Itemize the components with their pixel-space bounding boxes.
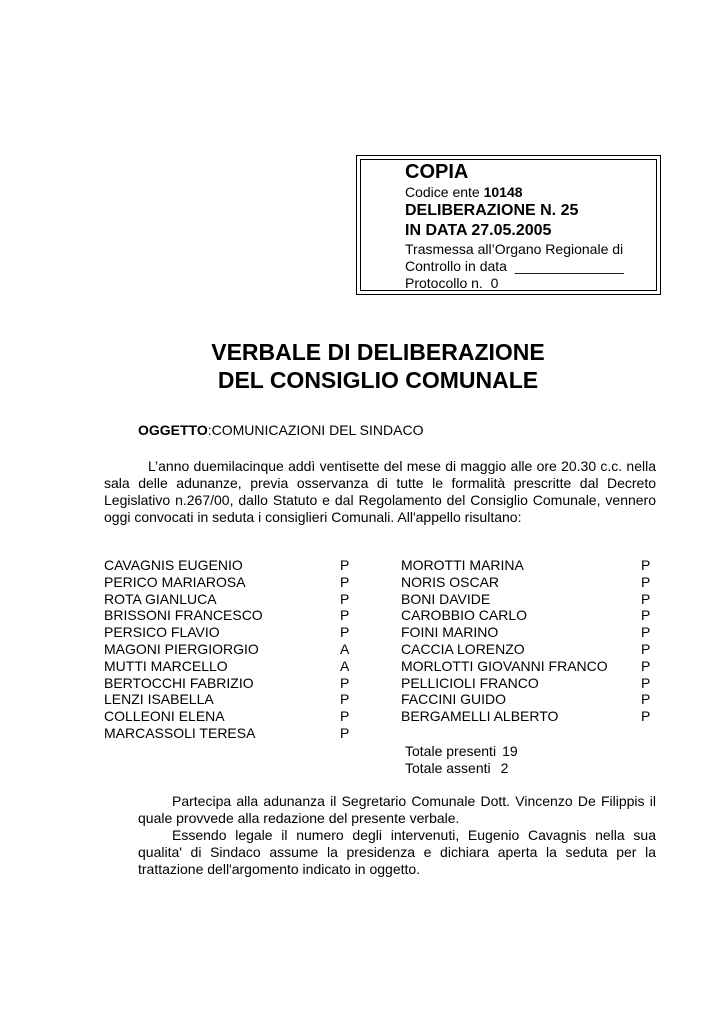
attendance-left-names (104, 557, 263, 742)
attendee-name: MUTTI MARCELLO (104, 657, 228, 674)
attendee-status: P (340, 557, 350, 573)
closing-section (138, 793, 656, 878)
attendee-name: PERICO MARIAROSA (104, 573, 246, 590)
attendee-name: MORLOTTI GIOVANNI FRANCO (401, 657, 608, 674)
attendee-status: P (340, 708, 350, 725)
closing-paragraph-segretario: Partecipa alla adunanza il Segretario Comunale Dott. Vincenzo De Filippis il quale provvede alla redazione del presente verbale. (138, 793, 656, 826)
attendance-left-status (340, 557, 349, 742)
attendee-status: P (641, 708, 651, 725)
attendee-status: P (641, 657, 651, 674)
attendee-status: P (340, 691, 350, 708)
attendee-status: P (641, 674, 651, 691)
codice-ente-value: 10148 (483, 184, 523, 200)
attendee-name: ROTA GIANLUCA (104, 590, 217, 607)
attendee-name: PELLICIOLI FRANCO (401, 674, 539, 691)
attendee-status: P (641, 624, 651, 641)
totale-assenti (405, 760, 518, 777)
totale-assenti-value: 2 (500, 760, 509, 776)
attendee-status: P (340, 607, 350, 624)
attendee-status: P (340, 624, 350, 641)
attendee-status: P (641, 607, 651, 624)
attendee-status: A (340, 657, 350, 674)
oggetto-value: :COMUNICAZIONI DEL SINDACO (207, 422, 424, 438)
trasmessa-text: Trasmessa all’Organo Regionale di (405, 241, 624, 257)
totale-assenti-label: Totale assenti (405, 760, 491, 776)
header-box-content (405, 160, 624, 292)
codice-ente-label: Codice ente (405, 184, 484, 200)
totale-presenti-value: 19 (502, 743, 518, 759)
attendee-name: MOROTTI MARINA (401, 557, 524, 573)
copia-label: COPIA (405, 161, 469, 183)
attendee-status: P (641, 590, 651, 607)
title-line-2: DEL CONSIGLIO COMUNALE (217, 367, 539, 393)
attendee-name: FOINI MARINO (401, 624, 499, 641)
oggetto-line (138, 422, 423, 438)
document-title (16, 338, 724, 394)
attendee-name: CACCIA LORENZO (401, 640, 525, 657)
attendee-status: P (641, 573, 651, 590)
deliberazione-number: DELIBERAZIONE N. 25 (405, 202, 579, 219)
title-line-1: VERBALE DI DELIBERAZIONE (211, 339, 545, 365)
attendee-name: NORIS OSCAR (401, 573, 500, 590)
attendee-name: CAROBBIO CARLO (401, 607, 528, 624)
totale-presenti-label: Totale presenti (405, 743, 497, 759)
attendee-name: PERSICO FLAVIO (104, 624, 220, 641)
attendee-name: BERGAMELLI ALBERTO (401, 708, 559, 725)
deliberazione-date: IN DATA 27.05.2005 (405, 222, 552, 239)
attendee-status: P (641, 691, 651, 708)
attendee-status: P (340, 674, 350, 691)
attendee-status: P (340, 573, 350, 590)
codice-ente (405, 184, 624, 201)
intro-paragraph: L’anno duemilacinque addì ventisette del mese di maggio alle ore 20.30 c.c. nella sala delle adunanze, previa osservanza di tutte le formalità prescritte dal Decreto Legislativo n.267/00, dallo Statuto e dal Regolamento del Consiglio Comunale, vennero oggi convocati in seduta i consiglieri Comunali. All'appello risultano: (104, 458, 656, 525)
attendee-name: FACCINI GUIDO (401, 691, 507, 708)
attendance-right-names (401, 557, 608, 725)
attendee-name: BERTOCCHI FABRIZIO (104, 674, 254, 691)
header-box (356, 155, 661, 295)
attendee-status: P (641, 640, 651, 657)
attendee-name: COLLEONI ELENA (104, 708, 225, 725)
attendee-name: MARCASSOLI TERESA (104, 724, 256, 741)
attendee-status: P (641, 557, 651, 573)
totale-presenti (405, 743, 518, 760)
attendee-status: A (340, 640, 350, 657)
attendee-name: CAVAGNIS EUGENIO (104, 557, 243, 573)
attendee-name: MAGONI PIERGIORGIO (104, 640, 259, 657)
closing-paragraph-presidenza: Essendo legale il numero degli intervenuti, Eugenio Cavagnis nella sua qualita' di Sindaco assume la presidenza e dichiara aperta la seduta per la trattazione dell'argomento indicato in oggetto. (138, 827, 656, 877)
attendance-totals (405, 743, 518, 777)
controllo-text: Controllo in data ______________ (405, 258, 624, 274)
attendee-name: BRISSONI FRANCESCO (104, 607, 263, 624)
attendee-name: BONI DAVIDE (401, 590, 491, 607)
attendance-right-status (641, 557, 650, 725)
protocollo-text: Protocollo n. 0 (405, 275, 499, 291)
attendee-name: LENZI ISABELLA (104, 691, 214, 708)
oggetto-label: OGGETTO (138, 422, 208, 438)
attendee-status: P (340, 724, 350, 741)
attendee-status: P (340, 590, 350, 607)
